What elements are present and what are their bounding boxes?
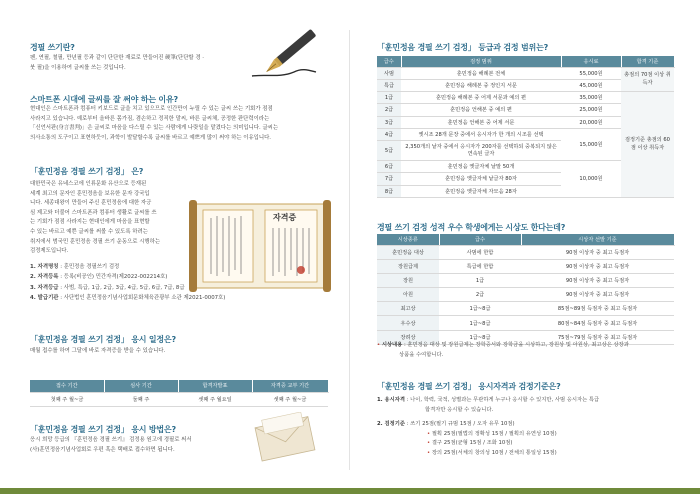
table-header-row: 접수 기간 심사 기간 합격자발표 자격증 교부 기간	[30, 380, 328, 392]
fact-item: 2. 자격등록 : 등록(비공인) 민간자격(제2022-002214호)	[30, 274, 168, 281]
section-title-about-exam: 「훈민정음 경필 쓰기 검정」 은?	[30, 167, 144, 176]
table-row: 5급 2,350개의 낱자 중에서 응시자가 200자를 선택하되 중복되지 않은 연속된 글자	[377, 141, 674, 161]
table-row: 4급 옛시조 28개 문장 중에서 응시자가 한 개의 시조를 선택 15,000원	[377, 128, 674, 140]
section-title-schedule: 「훈민정음 경필 쓰기 검정」 응시 일정은?	[30, 335, 176, 344]
table-row: 6급 훈민정음 옛글자체 낱말 50개 10,000원	[377, 161, 674, 173]
table-row: 우수상 1급~8급 80점~84점 득점자 중 최고 득점자	[377, 316, 674, 330]
certificate-heading: 자격증	[273, 212, 297, 222]
table-row: 7급 훈민정음 옛글자체 낱글자 80자	[377, 173, 674, 185]
table-row: 1급 훈민정음 해례본 중 어제 서문과 예의 편 35,000원 검정기준 총점의 60점 이상 취득자	[377, 92, 674, 104]
section-title-how-to-apply: 「훈민정음 경필 쓰기 검정」 응시 방법은?	[30, 425, 176, 434]
fact-item: 3. 자격등급 : 사범, 특급, 1급, 2급, 3급, 4급, 5급, 6급, 7급, 8급	[30, 284, 185, 291]
section-text-how-to-apply: 응시 희망 등급의 『훈민정음 경필 쓰기』 검정용 원고에 경필로 써서 (사)훈민정음기념사업회로 우편 혹은 택배로 접수하면 됩니다.	[30, 437, 192, 453]
table-row: 3급 훈민정음 언해본 중 어제 서문 20,000원	[377, 116, 674, 128]
awards-note: • 시상내용 : 훈민정음 대상 및 장원급제는 장학증서와 장학금을 시상하고, 장원상 및 아원상, 최고상은 상장과 상품을 수여합니다.	[377, 342, 629, 358]
fact-item: 4. 발급기관 : 사단법인 훈민정음기념사업회문화체육관광부 소관 제2021-0007호)	[30, 295, 226, 302]
schedule-table	[30, 380, 329, 407]
table-row: 장원 1급 90점 이상자 중 최고 득점자	[377, 273, 674, 287]
section-text-what-is: 펜, 연필, 철필, 만년필 등과 같이 단단한 재료로 만들어진 硬筆(단단할 경 · 붓 필)을 이용하여 글씨를 쓰는 것입니다.	[30, 55, 204, 71]
grades-table	[377, 56, 675, 198]
awards-table	[377, 234, 675, 345]
table-row: 사범 훈민정음 해례본 전체 55,000원 총점의 70점 이상 취득자	[377, 67, 674, 79]
criteria-text: 2. 검정기준 : 쓰기 25점(필기 규범 15점 / 오자 유무 10점) • 필획 25점(필법의 정확성 15점 / 필획의 유연성 10점) • 결구 25점(균형 15점 / 조화 10점) • 장의 25점(서체의 창의성 10점 / 전체의 통일성 15점)	[377, 421, 557, 456]
table-row: 첫째 주 월~금 둘째 주 셋째 주 월요일 셋째 주 월~금	[30, 392, 328, 406]
pass-criteria-bottom: 검정기준 총점의 60점 이상 취득자	[621, 92, 674, 198]
section-title-grades: 「훈민정음 경필 쓰기 검정」 등급과 검정 범위는?	[377, 43, 549, 52]
column-divider	[349, 30, 350, 470]
section-text-why: 현대인은 스마트폰과 컴퓨터 키보드로 글을 치고 있으므로 인간만이 누릴 수 있는 글씨 쓰는 기회가 점점 사라지고 있습니다. 예로부터 올바른 몸가짐, 겸손하고 정직한 말씨, 바른 글씨체, 공정한 판단력이라는 「신언서판(身言書判)」은 글씨로 마음을 다스릴 수 있는 사람에게 나랏일을 맡겼다는 의미입니다. 글씨는 의사소통의 도구이고 표현하듯이, 과학이 발달할수록 글씨를 바르고 예쁘게 많이 써야 하는 이유입니다.	[30, 106, 279, 141]
table-row: 아원 2급 90점 이상자 중 최고 득점자	[377, 288, 674, 302]
table-header-row: 시상종류 급수 시상자 선발 기준	[377, 234, 674, 245]
table-row: 훈민정음 대상 사범에 한함 90점 이상자 중 최고 득점자	[377, 245, 674, 259]
fountain-pen-illustration	[246, 28, 330, 82]
section-title-why: 스마트폰 시대에 글씨를 잘 써야 하는 이유?	[30, 95, 178, 104]
table-header-row: 급수 검정 범위 응시료 합격 기준	[377, 56, 674, 67]
section-title-eligibility: 「훈민정음 경필 쓰기 검정」 응시자격과 검정기준은?	[377, 382, 561, 391]
exam-facts-list	[30, 262, 335, 304]
section-text-schedule: 매월 접수를 하여 그달에 바로 자격증을 받을 수 있습니다.	[30, 348, 166, 354]
table-row: 특급 훈민정음 해례본 중 정인지 서문 45,000원	[377, 79, 674, 91]
eligibility-text: 1. 응시자격 : 나이, 학력, 국적, 성별과는 무관하게 누구나 응시할 수 있지만, 사범 응시자는 특급 합격자만 응시할 수 있습니다.	[377, 397, 600, 413]
table-row: 장원급제 특급에 한함 90점 이상자 중 최고 득점자	[377, 259, 674, 273]
pass-criteria-top: 총점의 70점 이상 취득자	[621, 67, 674, 92]
table-row: 최고상 1급~8급 85점~89점 득점자 중 최고 득점자	[377, 302, 674, 316]
section-title-awards: 경필 쓰기 검정 성적 우수 학생에게는 시상도 한다는데?	[377, 223, 566, 232]
section-title-what-is: 경필 쓰기란?	[30, 43, 75, 52]
table-row: 8급 훈민정음 옛글자체 자모음 28자	[377, 185, 674, 197]
table-row: 장려상 1급~8급 75점~79점 득점자 중 최고 득점자	[377, 330, 674, 344]
table-row: 2급 훈민정음 언해본 중 예의 편 25,000원	[377, 104, 674, 116]
section-text-about-exam: 대한민국은 유네스코에 인류문화 유산으로 등재된 세계 최고의 문자인 훈민정음을 보유한 문자 강국입 니다. 세종대왕이 만들어 주신 훈민정음에 대한 자긍 심 제고와 더불어 스마트폰과 컴퓨터 생활로 글씨를 쓰 는 기회가 점점 사라지는 현대인에게 마음을 표현할 수 있는 바르고 예쁜 글씨를 써볼 수 있도록 하려는 취지에서 범국민 훈민정음 경필 쓰기 운동으로 시행하는 검정제도입니다.	[30, 181, 161, 255]
envelope-illustration	[246, 412, 322, 466]
fact-item: 1. 자격명칭 : 훈민정음 경필쓰기 검정	[30, 264, 120, 270]
footer-bar	[0, 488, 700, 494]
